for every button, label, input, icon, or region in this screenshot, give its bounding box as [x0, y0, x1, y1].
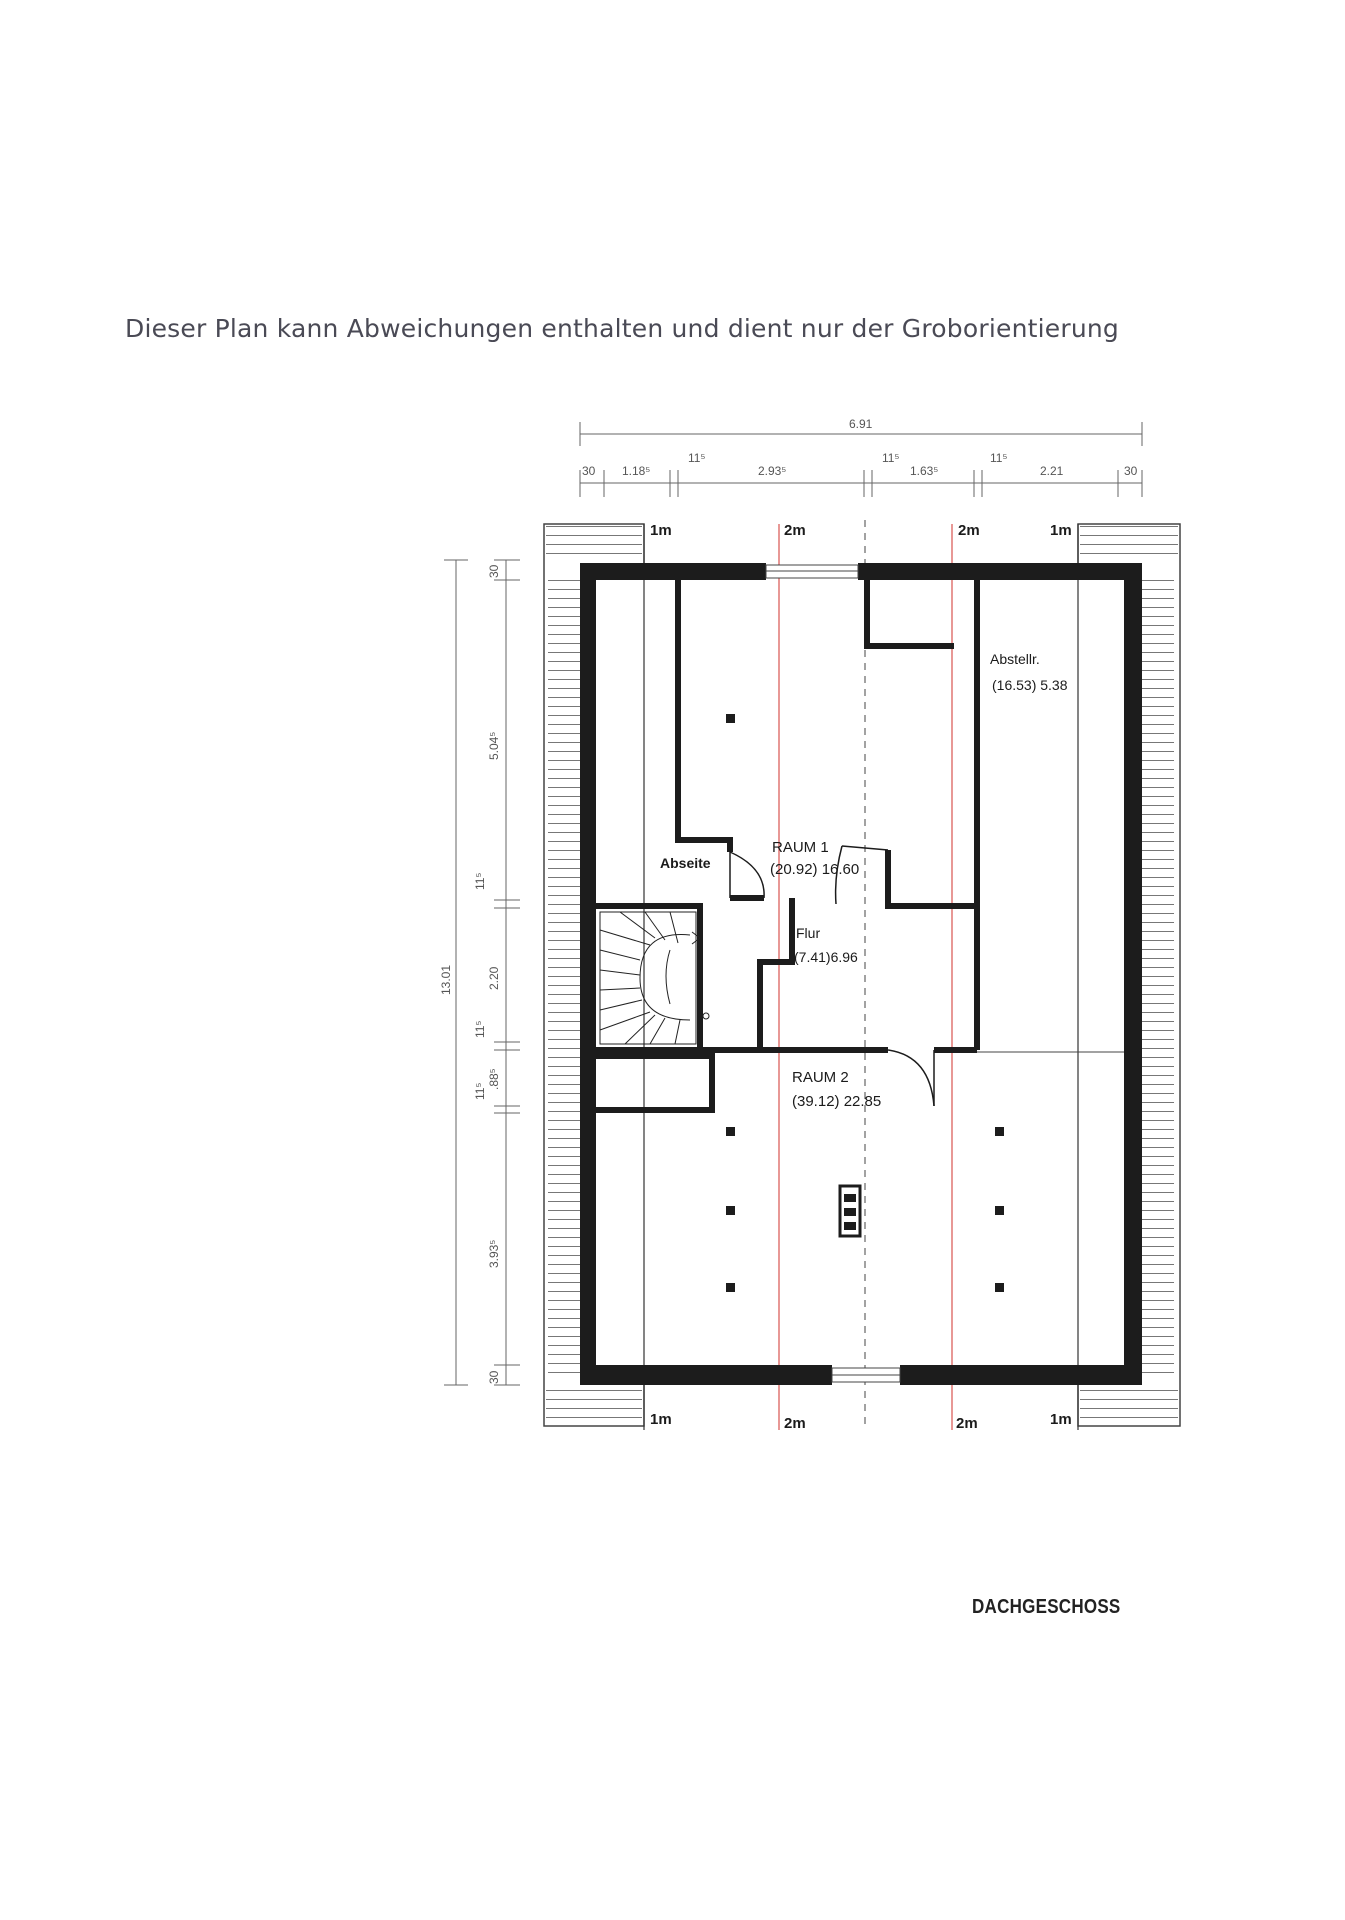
height-mark-top-1: 1m	[650, 522, 672, 539]
dim-top-3: 11⁵	[688, 451, 706, 465]
dim-top-7: 11⁵	[990, 451, 1008, 465]
floor-name-label: DACHGESCHOSS	[972, 1596, 1121, 1618]
disclaimer-text: Dieser Plan kann Abweichungen enthalten und dient nur der Groborientierung	[125, 314, 1119, 343]
dim-total-width: 6.91	[849, 417, 873, 431]
side-dimension-labels	[439, 564, 501, 1384]
room-abseite-name: Abseite	[660, 855, 711, 871]
dim-top-6: 1.63⁵	[910, 464, 939, 478]
height-mark-top-2: 2m	[784, 522, 806, 539]
dim-side-8: 3.93⁵	[487, 1239, 501, 1268]
room-raum1-name: RAUM 1	[772, 839, 829, 856]
room-abstellr-area: (16.53) 5.38	[992, 677, 1068, 693]
dim-side-5: 11⁵	[473, 1020, 487, 1038]
height-mark-bottom-1: 1m	[650, 1411, 672, 1428]
dim-side-3: 11⁵	[473, 872, 487, 890]
dim-top-9: 30	[1124, 464, 1138, 478]
height-mark-top-4: 1m	[1050, 522, 1072, 539]
room-raum1-area: (20.92) 16.60	[770, 861, 860, 878]
height-mark-bottom-2: 2m	[784, 1415, 806, 1432]
dim-side-4: 2.20	[487, 966, 501, 990]
dim-total-height: 13.01	[439, 964, 453, 995]
dim-side-6: 11⁵	[473, 1082, 487, 1100]
dim-top-1: 30	[582, 464, 596, 478]
room-flur-area: (7.41)6.96	[794, 949, 858, 965]
dim-side-7: .88⁵	[487, 1068, 501, 1090]
room-raum2-area: (39.12) 22.85	[792, 1093, 882, 1110]
height-mark-bottom-4: 1m	[1050, 1411, 1072, 1428]
dim-top-2: 1.18⁵	[622, 464, 651, 478]
height-mark-bottom-3: 2m	[956, 1415, 978, 1432]
dim-top-5: 11⁵	[882, 451, 900, 465]
dim-top-4: 2.93⁵	[758, 464, 787, 478]
room-abstellr-name: Abstellr.	[990, 651, 1040, 667]
dim-top-8: 2.21	[1040, 464, 1064, 478]
dim-side-1: 30	[487, 564, 501, 578]
dim-side-9: 30	[487, 1370, 501, 1384]
side-dimension-chain	[444, 560, 520, 1385]
height-mark-top-3: 2m	[958, 522, 980, 539]
dim-side-2: 5.04⁵	[487, 731, 501, 760]
room-flur-name: Flur	[796, 925, 821, 941]
top-dimension-chain	[580, 422, 1142, 497]
room-raum2-name: RAUM 2	[792, 1069, 849, 1086]
